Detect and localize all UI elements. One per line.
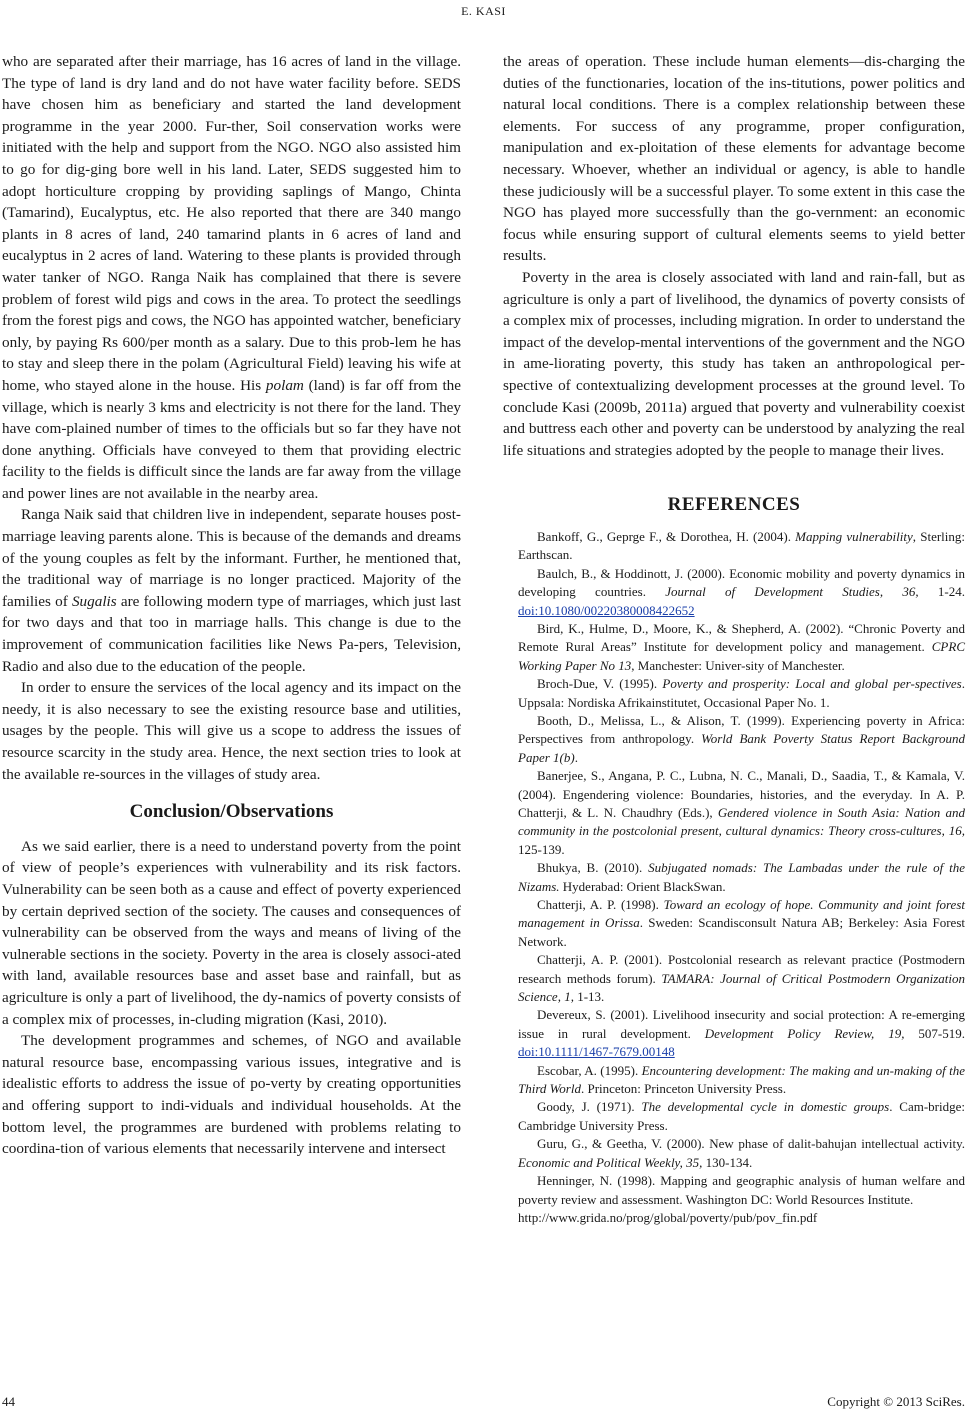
page-number: 44 [2, 1394, 15, 1409]
running-head: E. KASI [461, 4, 506, 18]
reference-entry: Bankoff, G., Geprge F., & Dorothea, H. (2004). Mapping vulnerability, Sterling: Earthscan. [518, 528, 966, 563]
paragraph-text: are following modern type of marriages, which just last for two days and that too in marriage halls. This change is due to the improvement of communication facilities like News Pa-pers, Television, Radio and also due to the education of the people. [2, 592, 461, 675]
reference-entry: Banerjee, S., Angana, P. C., Lubna, N. C., Manali, D., Saadia, T., & Kamala, V. (2004). Engendering violence: Boundaries, histories, and the everyday. In A. P. Chatterji, & L. N. Chaudhry (Eds.), Gendered violence in South Asia: Nation and community in the postcolonial present, cultural dynamics: Theory cross-cultures, 16, 125-139. [518, 768, 966, 857]
section-heading: Conclusion/Observations [129, 801, 334, 823]
reference-entry: Booth, D., Melissa, L., & Alison, T. (1999). Experiencing poverty in Africa: Perspectives from anthropology. World Bank Poverty Status Report Background Paper 1(b). [518, 712, 965, 765]
paragraph-text: Ranga Naik said that children live in independent, separate houses post-marriage leaving parents alone. This is because of the demands and dreams of the young couples as felt by the informant. Further, he mentioned that, the traditional way of marriage is no longer practiced. Majority of the families of [2, 506, 461, 610]
paragraph-text: His [240, 376, 266, 394]
reference-entry: Broch-Due, V. (1995). Poverty and prosperity: Local and global per-spectives. Uppsala: Nordiska Afrikainstitutet, Occasional Paper No. 1. [518, 676, 965, 710]
references-heading: REFERENCES [667, 494, 801, 516]
reference-entry: Chatterji, A. P. (2001). Postcolonial research as relevant practice (Postmodern research methods forum). TAMARA: Journal of Critical Postmodern Organization Science, 1, 1-13. [518, 952, 965, 1005]
references-list [503, 528, 965, 1227]
reference-entry: Bhukya, B. (2010). Subjugated nomads: The Lambadas under the rule of the Nizams. Hyderabad: Orient BlackSwan. [518, 860, 965, 894]
reference-entry: Henninger, N. (1998). Mapping and geographic analysis of human welfare and poverty review and assessment. Washington DC: World Resources Institute. http://www.grida.no/prog/global/poverty/pub/pov_fin.pdf [503, 1172, 965, 1227]
body-paragraph: Poverty in the area is closely associated with land and rain-fall, but as agriculture is only a part of livelihood, the dynamics of poverty consists of a complex mix of processes, including migration. In order to understand the impact of the develop-mental interventions of the government and the NGO in ame-liorating poverty, this study has taken an anthropological per-spective of contextualizing development processes at the ground level. To conclude Kasi (2009b, 2011a) argued that poverty and vulnerability coexist and buttress each other and poverty can be understood by analyzing the real life situations and strategies adopted by the people to manage their lives. [503, 268, 965, 459]
italic-term: Sugalis [71, 592, 117, 610]
body-paragraph: In order to ensure the services of the local agency and its impact on the needy, it is also necessary to see the existing resource base and utilities, usages by the people. This will give us a scope to address the issues of resource scarcity in the study area. Hence, the next section tries to look at the available re-sources in the villages of study area. [2, 679, 461, 783]
reference-entry: Chatterji, A. P. (1998). Toward an ecology of hope. Community and joint forest management in Orissa. Sweden: Scandisconsult Natura AB; Berkeley: Asia Forest Network. [518, 897, 966, 949]
doi-link[interactable]: doi:10.1111/1467-7679.00148 [518, 1044, 675, 1060]
reference-entry: Devereux, S. (2001). Livelihood insecurity and social protection: A re-emerging issue in rural development. Development Policy Review, 19, 507-519. doi:10.1111/1467-7679.00148 [518, 1007, 965, 1060]
reference-entry: Guru, G., & Geetha, V. (2000). New phase of dalit-bahujan intellectual activity. Economic and Political Weekly, 35, 130-134. [518, 1136, 965, 1170]
paragraph-text: (land) is far off from the village, which is nearly 3 kms and electricity is not there for the land. They have com-plained number of times to the officials but so far they have not done anything. Officials have conveyed to them that providing electric facility to the fields is difficult since the lands are far away from the village and power lines are not available in the nearby area. [2, 376, 461, 502]
doi-link[interactable]: doi:10.1080/00220380008422652 [518, 602, 695, 618]
body-paragraph [2, 51, 461, 504]
body-paragraph: As we said earlier, there is a need to understand poverty from the point of view of people’s experiences with vulnerability and its risk factors. Vulnerability can be seen both as a cause and effect of poverty experienced by certain deprived section of the society. The causes and consequences of vulnerability can be observed from the ways and means of living of the vulnerable sections in the society. Poverty in the area is closely associ-ated with land, available resources base and asset base and rainfall, but as agriculture is only a part of livelihood, the dy-namics of poverty consists of a complex mix of processes, in-cluding migration (Kasi, 2010). [2, 837, 461, 1028]
copyright-notice: Copyright © 2013 SciRes. [827, 1394, 965, 1409]
right-column [503, 51, 965, 1227]
body-paragraph: The development programmes and schemes, of NGO and available natural resource base, encompassing various issues, integrative and is idealistic efforts to address the issue of po-verty by creating opportunities and offering support to indi-viduals and individual households. At the bottom level, the programmes are burdened with problems relating to coordina-tion of various elements that necessarily intervene and intersect [2, 1032, 461, 1158]
reference-entry: Goody, J. (1971). The developmental cycle in domestic groups. Cam-bridge: Cambridge University Press. [518, 1099, 965, 1133]
reference-url[interactable]: http://www.grida.no/prog/global/poverty/pub/pov_fin.pdf [518, 1209, 818, 1225]
paragraph-text: who are separated after their marriage, has 16 acres of land in the village. The type of land is dry land and do not have water facility before. SEDS have chosen him as beneficiary and started the land development programme in the year 2000. Fur-ther, Soil conservation works were initiated with the help and support from the NGO. NGO also assisted him to go for dig-ging bore well in his land. Later, SEDS suggested him to adopt horticulture cropping by providing saplings of Mango, Chinta (Tamarind), Eucalyptus, etc. He also reported that there are 340 mango plants in 8 acres of land, 240 tamarind plants in 6 acres of land and eucalyptus in 2 acres of land. Watering to these plants is provided through water tanker of NGO. Ranga Naik has complained that there is severe problem of forest wild pigs and cows in the area. To protect the seedlings from the forest pigs and cows, the NGO has appointed watcher, beneficiary only, by paying Rs 600/per month as a salary. Due to this prob-lem he has to stay and sleep there in the polam (Agricultural Field) leaving his wife at home, who stayed alone in the house. [2, 53, 461, 394]
reference-entry: Baulch, B., & Hoddinott, J. (2000). Economic mobility and poverty dynamics in developing countries. Journal of Development Studies, 36, 1-24. doi:10.1080/00220380008422652 [518, 565, 965, 618]
body-paragraph [2, 504, 461, 677]
left-column [2, 51, 461, 1160]
reference-entry: Bird, K., Hulme, D., Moore, K., & Shepherd, A. (2002). “Chronic Poverty and Remote Rural Areas” Institute for development policy and management. CPRC Working Paper No 13, Manchester: Univer-sity of Manchester. [518, 620, 965, 673]
reference-entry: Escobar, A. (1995). Encountering development: The making and un-making of the Third World. Princeton: Princeton University Press. [518, 1062, 965, 1097]
italic-term: polam [265, 376, 304, 394]
body-paragraph: the areas of operation. These include human elements—dis-charging the duties of the functionaries, location of the ins-titutions, power politics and natural local conditions. There is a complex relationship between these elements. For success of any programme, proper configuration, manipulation and ex-ploitation of these elements for advantage become necessary. Whoever, whether an individual or agency, is able to handle these judiciously will be a successful player. To some extent in this case the NGO has played more successfully than the go-vernment: an economic focus while ensuring support of cultural elements seems to yield better results. [503, 53, 965, 265]
